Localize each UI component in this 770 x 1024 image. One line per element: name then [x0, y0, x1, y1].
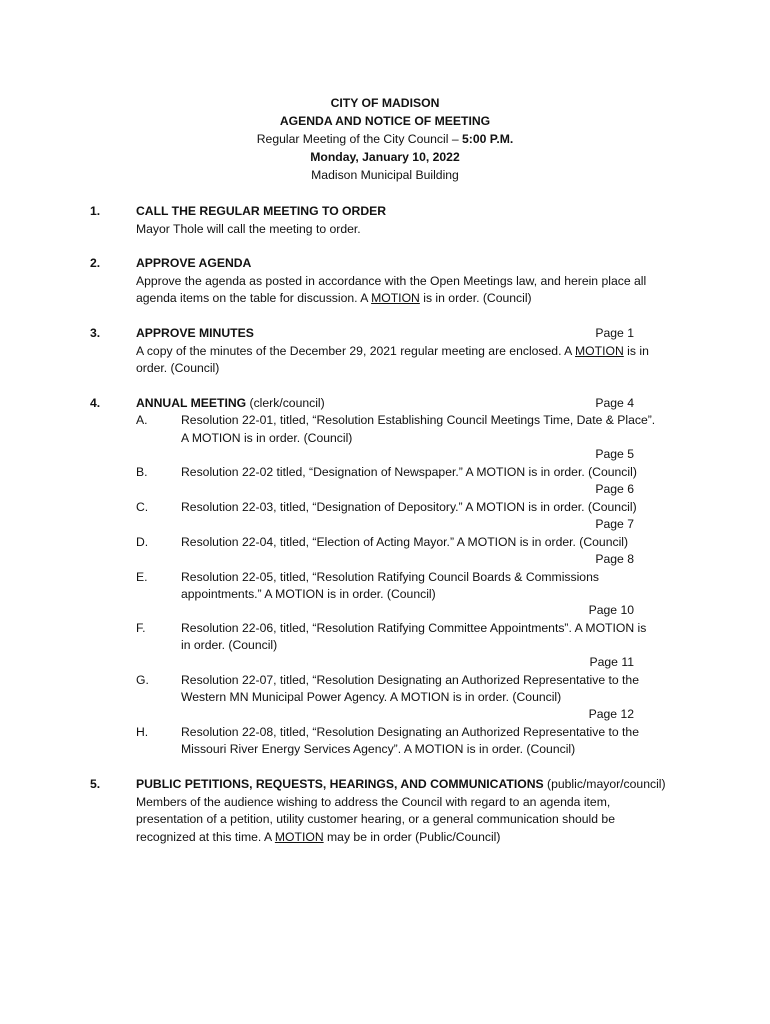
item-text-line: Approve the agenda as posted in accordance with the Open Meetings law, and herein place all: [136, 273, 647, 288]
motion-label: MOTION: [371, 291, 420, 305]
page-reference: Page 12: [588, 707, 634, 721]
item-title: APPROVE AGENDA: [136, 256, 252, 270]
item-text-line: presentation of a petition, utility customer hearing, or a general communication should be: [136, 812, 615, 826]
item-text: Mayor Thole will call the meeting to order.: [136, 221, 361, 236]
sub-item-letter: A.: [136, 413, 148, 427]
text-fragment: A copy of the minutes of the December 29, 2021 regular meeting are enclosed. A: [136, 343, 576, 358]
page-reference: Page 10: [588, 603, 634, 617]
page-reference: Page 11: [589, 655, 634, 669]
sub-item-text-line: in order. (Council): [181, 638, 278, 652]
page-reference: Page 1: [595, 326, 634, 340]
sub-item-letter: E.: [136, 569, 148, 584]
item-text-line: Members of the audience wishing to address the Council with regard to an agenda item,: [136, 794, 611, 809]
page-reference: Page 5: [595, 447, 634, 461]
sub-item-text-line: Resolution 22-04, titled, “Election of Acting Mayor.” A MOTION is in order. (Council): [181, 534, 629, 549]
item-title-suffix: (clerk/council): [246, 396, 325, 410]
sub-item-text-line: Resolution 22-08, titled, “Resolution Designating an Authorized Representative to the: [181, 724, 639, 739]
item-number: 3.: [90, 326, 101, 340]
item-number: 4.: [90, 396, 101, 410]
sub-item-letter: F.: [136, 620, 146, 635]
motion-label: MOTION: [575, 343, 624, 358]
page-reference: Page 4: [595, 396, 634, 410]
item-text-line: [136, 829, 676, 847]
meeting-date: Monday, January 10, 2022: [310, 150, 460, 164]
sub-item-letter: B.: [136, 464, 148, 479]
item-title-text: PUBLIC PETITIONS, REQUESTS, HEARINGS, AND COMMUNICATIONS: [136, 777, 544, 791]
text-fragment: agenda items on the table for discussion. A: [136, 291, 372, 305]
item-title-suffix: (public/mayor/council): [543, 777, 666, 791]
item-title: [136, 776, 676, 794]
city-name: CITY OF MADISON: [330, 96, 440, 110]
sub-item-text-line: Missouri River Energy Services Agency”. A MOTION is in order. (Council): [181, 742, 576, 756]
page-reference: Page 6: [595, 482, 634, 496]
meeting-type: [0, 130, 770, 148]
meeting-time: 5:00 P.M.: [462, 132, 514, 146]
sub-item-text-line: Resolution 22-01, titled, “Resolution Establishing Council Meetings Time, Date & Place”.: [181, 413, 656, 427]
sub-item-text-line: Resolution 22-03, titled, “Designation of Depository.” A MOTION is in order. (Council): [181, 499, 637, 514]
text-fragment: may be in order (Public/Council): [323, 829, 501, 844]
sub-item-text-line: Resolution 22-02 titled, “Designation of Newspaper.” A MOTION is in order. (Council): [181, 464, 637, 479]
page-reference: Page 7: [595, 517, 634, 531]
sub-item-text-line: Western MN Municipal Power Agency. A MOTION is in order. (Council): [181, 690, 562, 704]
item-title-text: ANNUAL MEETING: [136, 396, 247, 410]
item-text-line: [136, 290, 676, 308]
sub-item-text-line: appointments.” A MOTION is in order. (Council): [181, 587, 436, 601]
text-fragment: is in order. (Council): [419, 291, 532, 305]
agenda-header: [0, 94, 770, 184]
text-fragment: recognized at this time. A: [136, 829, 275, 844]
motion-label: MOTION: [274, 829, 324, 844]
item-number: 2.: [90, 256, 101, 270]
meeting-location: Madison Municipal Building: [311, 168, 459, 182]
text-fragment: is in: [623, 343, 649, 358]
item-number: 5.: [90, 777, 101, 791]
sub-item-letter: H.: [136, 724, 149, 739]
page-reference: Page 8: [595, 552, 634, 566]
meeting-type-text: Regular Meeting of the City Council –: [256, 132, 462, 146]
sub-item-text-line: A MOTION is in order. (Council): [181, 430, 353, 445]
document-title: AGENDA AND NOTICE OF MEETING: [279, 114, 491, 128]
item-number: 1.: [90, 204, 101, 218]
item-text-line: order. (Council): [136, 361, 220, 375]
sub-item-letter: C.: [136, 499, 149, 514]
sub-item-text-line: Resolution 22-06, titled, “Resolution Ratifying Committee Appointments”. A MOTION is: [181, 620, 647, 635]
sub-item-letter: G.: [136, 672, 149, 687]
item-title: APPROVE MINUTES: [136, 326, 254, 340]
item-title: CALL THE REGULAR MEETING TO ORDER: [136, 204, 387, 218]
item-text-line: [136, 343, 676, 361]
sub-item-text-line: Resolution 22-07, titled, “Resolution Designating an Authorized Representative to the: [181, 672, 639, 687]
sub-item-letter: D.: [136, 534, 149, 549]
sub-item-text-line: Resolution 22-05, titled, “Resolution Ratifying Council Boards & Commissions: [181, 569, 599, 584]
item-title: [136, 395, 676, 413]
